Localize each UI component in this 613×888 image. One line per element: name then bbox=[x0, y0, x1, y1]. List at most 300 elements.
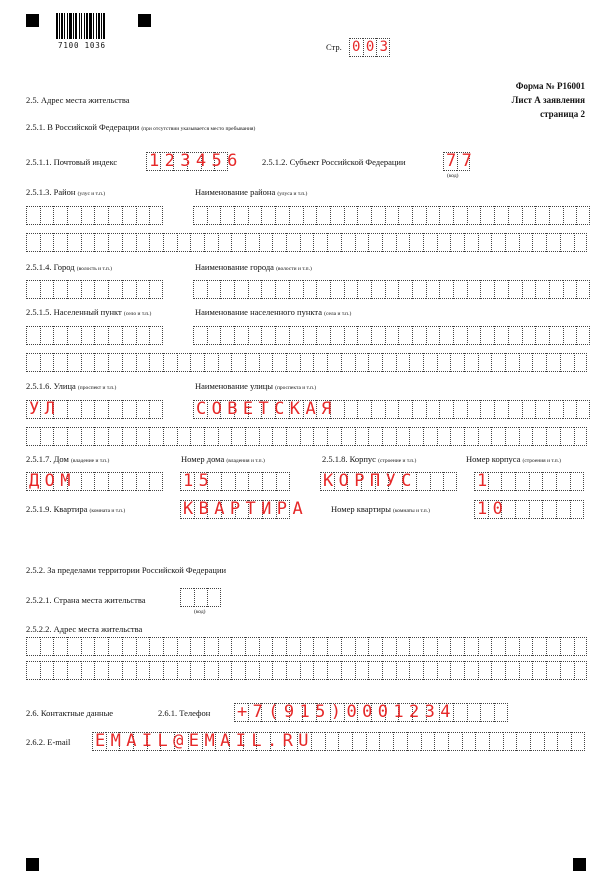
corner-marker-bottom-right bbox=[573, 858, 586, 871]
char-cell bbox=[180, 588, 194, 607]
char-cell bbox=[136, 206, 150, 225]
char-cell bbox=[480, 206, 494, 225]
char-cell bbox=[549, 280, 563, 299]
char-cell bbox=[53, 233, 67, 252]
char-cell bbox=[344, 280, 358, 299]
char-cell bbox=[535, 400, 549, 419]
char-cell bbox=[316, 280, 330, 299]
flat-number-label: Номер квартиры (комнаты и т.п.) bbox=[331, 504, 430, 514]
char-cell bbox=[467, 280, 481, 299]
char-cell bbox=[437, 233, 451, 252]
char-cell bbox=[163, 233, 177, 252]
char-cell bbox=[259, 661, 273, 680]
char-cell bbox=[385, 400, 399, 419]
char-cell bbox=[385, 206, 399, 225]
char-cell bbox=[450, 427, 464, 446]
sheet-page: страница 2 bbox=[540, 109, 585, 119]
char-cell bbox=[53, 661, 67, 680]
char-cell bbox=[245, 233, 259, 252]
house-type-value: ДОМ bbox=[29, 471, 76, 491]
char-cell bbox=[437, 637, 451, 656]
char-cell bbox=[491, 427, 505, 446]
char-cell bbox=[368, 637, 382, 656]
char-cell bbox=[218, 637, 232, 656]
barcode-bar bbox=[89, 13, 92, 39]
abroad-address-cells-row1[interactable] bbox=[26, 637, 587, 656]
flat-label: 2.5.1.9. Квартира (комната и т.п.) bbox=[26, 504, 126, 514]
corner-marker-top-left bbox=[26, 14, 39, 27]
char-cell bbox=[437, 353, 451, 372]
char-cell bbox=[136, 472, 150, 491]
char-cell bbox=[190, 233, 204, 252]
char-cell bbox=[516, 732, 530, 751]
char-cell bbox=[480, 280, 494, 299]
char-cell bbox=[330, 206, 344, 225]
korpus-number-value: 1 bbox=[477, 471, 493, 491]
char-cell bbox=[522, 206, 536, 225]
char-cell bbox=[519, 427, 533, 446]
char-cell bbox=[464, 661, 478, 680]
char-cell bbox=[248, 326, 262, 345]
char-cell bbox=[190, 637, 204, 656]
char-cell bbox=[409, 427, 423, 446]
char-cell bbox=[341, 661, 355, 680]
char-cell bbox=[480, 400, 494, 419]
char-cell bbox=[385, 326, 399, 345]
char-cell bbox=[149, 427, 163, 446]
char-cell bbox=[122, 353, 136, 372]
char-cell bbox=[149, 637, 163, 656]
char-cell bbox=[515, 500, 529, 519]
char-cell bbox=[136, 637, 150, 656]
char-cell bbox=[94, 233, 108, 252]
char-cell bbox=[81, 206, 95, 225]
char-cell bbox=[204, 637, 218, 656]
char-cell bbox=[409, 353, 423, 372]
char-cell bbox=[94, 400, 108, 419]
char-cell bbox=[341, 353, 355, 372]
char-cell bbox=[396, 661, 410, 680]
char-cell bbox=[546, 637, 560, 656]
char-cell bbox=[81, 400, 95, 419]
char-cell bbox=[467, 326, 481, 345]
char-cell bbox=[108, 427, 122, 446]
char-cell bbox=[503, 732, 517, 751]
char-cell bbox=[423, 427, 437, 446]
country-cells[interactable] bbox=[180, 588, 221, 607]
char-cell bbox=[218, 233, 232, 252]
barcode-bar bbox=[101, 13, 102, 39]
char-cell bbox=[122, 661, 136, 680]
char-cell bbox=[532, 353, 546, 372]
char-cell bbox=[532, 427, 546, 446]
char-cell bbox=[67, 400, 81, 419]
char-cell bbox=[67, 353, 81, 372]
char-cell bbox=[193, 326, 207, 345]
char-cell bbox=[327, 637, 341, 656]
char-cell bbox=[303, 326, 317, 345]
barcode-bar bbox=[86, 13, 88, 39]
char-cell bbox=[560, 427, 574, 446]
char-cell bbox=[259, 353, 273, 372]
char-cell bbox=[313, 661, 327, 680]
char-cell bbox=[450, 353, 464, 372]
char-cell bbox=[231, 637, 245, 656]
char-cell bbox=[382, 353, 396, 372]
char-cell bbox=[522, 326, 536, 345]
char-cell bbox=[355, 233, 369, 252]
char-cell bbox=[177, 427, 191, 446]
char-cell bbox=[570, 500, 584, 519]
char-cell bbox=[234, 280, 248, 299]
char-cell bbox=[450, 661, 464, 680]
char-cell bbox=[218, 661, 232, 680]
char-cell bbox=[439, 206, 453, 225]
char-cell bbox=[207, 206, 221, 225]
char-cell bbox=[491, 637, 505, 656]
char-cell bbox=[563, 326, 577, 345]
char-cell bbox=[519, 233, 533, 252]
char-cell bbox=[544, 732, 558, 751]
char-cell bbox=[207, 280, 221, 299]
char-cell bbox=[421, 732, 435, 751]
street-name-cells-row2[interactable] bbox=[26, 427, 587, 446]
char-cell bbox=[286, 661, 300, 680]
char-cell bbox=[259, 637, 273, 656]
char-cell bbox=[494, 703, 508, 722]
char-cell bbox=[94, 472, 108, 491]
char-cell bbox=[576, 326, 590, 345]
char-cell bbox=[40, 326, 54, 345]
char-cell bbox=[276, 472, 290, 491]
char-cell bbox=[426, 206, 440, 225]
char-cell bbox=[149, 280, 163, 299]
char-cell bbox=[505, 353, 519, 372]
section-residence-title: 2.5. Адрес места жительства bbox=[26, 95, 130, 105]
char-cell bbox=[327, 233, 341, 252]
char-cell bbox=[40, 427, 54, 446]
char-cell bbox=[207, 588, 221, 607]
char-cell bbox=[439, 326, 453, 345]
char-cell bbox=[289, 280, 303, 299]
char-cell bbox=[313, 637, 327, 656]
char-cell bbox=[379, 732, 393, 751]
char-cell bbox=[357, 280, 371, 299]
char-cell bbox=[300, 637, 314, 656]
char-cell bbox=[122, 326, 136, 345]
char-cell bbox=[464, 637, 478, 656]
street-type-value: УЛ bbox=[29, 399, 61, 419]
char-cell bbox=[40, 206, 54, 225]
char-cell bbox=[218, 427, 232, 446]
char-cell bbox=[357, 400, 371, 419]
char-cell bbox=[53, 206, 67, 225]
char-cell bbox=[108, 326, 122, 345]
char-cell bbox=[407, 732, 421, 751]
char-cell bbox=[574, 661, 588, 680]
barcode-bar bbox=[98, 13, 100, 39]
char-cell bbox=[519, 353, 533, 372]
char-cell bbox=[475, 732, 489, 751]
char-cell bbox=[231, 353, 245, 372]
char-cell bbox=[122, 233, 136, 252]
char-cell bbox=[453, 206, 467, 225]
korpus-label: 2.5.1.8. Корпус (строение и т.п.) bbox=[322, 454, 417, 464]
char-cell bbox=[26, 206, 40, 225]
char-cell bbox=[576, 206, 590, 225]
char-cell bbox=[371, 326, 385, 345]
char-cell bbox=[437, 427, 451, 446]
char-cell bbox=[67, 661, 81, 680]
char-cell bbox=[261, 280, 275, 299]
char-cell bbox=[426, 280, 440, 299]
char-cell bbox=[491, 233, 505, 252]
abroad-address-cells-row2[interactable] bbox=[26, 661, 587, 680]
char-cell bbox=[398, 206, 412, 225]
char-cell bbox=[300, 661, 314, 680]
page-value: 003 bbox=[352, 39, 394, 55]
char-cell bbox=[398, 400, 412, 419]
corner-marker-bottom-left bbox=[26, 858, 39, 871]
char-cell bbox=[163, 353, 177, 372]
char-cell bbox=[355, 637, 369, 656]
char-cell bbox=[194, 588, 208, 607]
char-cell bbox=[303, 280, 317, 299]
city-name-cells[interactable] bbox=[193, 280, 590, 299]
char-cell bbox=[248, 206, 262, 225]
char-cell bbox=[453, 326, 467, 345]
char-cell bbox=[556, 472, 570, 491]
char-cell bbox=[467, 206, 481, 225]
char-cell bbox=[26, 326, 40, 345]
barcode-bar bbox=[79, 13, 80, 39]
char-cell bbox=[423, 233, 437, 252]
char-cell bbox=[515, 472, 529, 491]
char-cell bbox=[108, 233, 122, 252]
char-cell bbox=[439, 400, 453, 419]
char-cell bbox=[478, 233, 492, 252]
char-cell bbox=[122, 472, 136, 491]
char-cell bbox=[204, 661, 218, 680]
district-name-cells-row2[interactable] bbox=[26, 233, 587, 252]
char-cell bbox=[303, 206, 317, 225]
char-cell bbox=[409, 661, 423, 680]
char-cell bbox=[430, 472, 444, 491]
subject-code-label: (код) bbox=[447, 173, 459, 179]
barcode-bar bbox=[73, 13, 74, 39]
char-cell bbox=[204, 233, 218, 252]
char-cell bbox=[177, 637, 191, 656]
char-cell bbox=[190, 661, 204, 680]
char-cell bbox=[53, 280, 67, 299]
char-cell bbox=[231, 661, 245, 680]
char-cell bbox=[122, 280, 136, 299]
char-cell bbox=[245, 353, 259, 372]
char-cell bbox=[163, 661, 177, 680]
char-cell bbox=[453, 280, 467, 299]
char-cell bbox=[53, 427, 67, 446]
flat-number-value: 10 bbox=[477, 499, 509, 519]
char-cell bbox=[576, 400, 590, 419]
form-number: Форма № Р16001 bbox=[515, 81, 585, 91]
char-cell bbox=[423, 353, 437, 372]
barcode-bar bbox=[93, 13, 94, 39]
char-cell bbox=[546, 353, 560, 372]
district-label: 2.5.1.3. Район (улус и т.п.) bbox=[26, 187, 106, 197]
district-name-cells[interactable] bbox=[193, 206, 590, 225]
char-cell bbox=[300, 353, 314, 372]
char-cell bbox=[136, 353, 150, 372]
barcode-number: 7100 1036 bbox=[58, 41, 106, 50]
barcode-bar bbox=[96, 13, 97, 39]
char-cell bbox=[220, 326, 234, 345]
locality-type-cells[interactable] bbox=[26, 326, 163, 345]
char-cell bbox=[149, 233, 163, 252]
street-label: 2.5.1.6. Улица (проспект и т.п.) bbox=[26, 381, 117, 391]
char-cell bbox=[289, 326, 303, 345]
char-cell bbox=[136, 400, 150, 419]
char-cell bbox=[464, 353, 478, 372]
char-cell bbox=[494, 206, 508, 225]
char-cell bbox=[371, 400, 385, 419]
char-cell bbox=[574, 637, 588, 656]
char-cell bbox=[450, 637, 464, 656]
char-cell bbox=[478, 661, 492, 680]
subject-label: 2.5.1.2. Субъект Российской Федерации bbox=[262, 157, 406, 167]
char-cell bbox=[467, 400, 481, 419]
sheet-title: Лист А заявления bbox=[511, 95, 585, 105]
char-cell bbox=[560, 661, 574, 680]
char-cell bbox=[478, 353, 492, 372]
street-name-label: Наименование улицы (проспекта и т.п.) bbox=[195, 381, 317, 391]
char-cell bbox=[464, 233, 478, 252]
char-cell bbox=[231, 427, 245, 446]
char-cell bbox=[352, 732, 366, 751]
char-cell bbox=[522, 400, 536, 419]
char-cell bbox=[245, 637, 259, 656]
char-cell bbox=[480, 703, 494, 722]
char-cell bbox=[505, 637, 519, 656]
char-cell bbox=[67, 326, 81, 345]
char-cell bbox=[94, 637, 108, 656]
char-cell bbox=[467, 703, 481, 722]
char-cell bbox=[396, 427, 410, 446]
char-cell bbox=[478, 637, 492, 656]
char-cell bbox=[519, 661, 533, 680]
char-cell bbox=[412, 206, 426, 225]
barcode-bar bbox=[81, 13, 82, 39]
char-cell bbox=[549, 206, 563, 225]
district-type-cells[interactable] bbox=[26, 206, 163, 225]
char-cell bbox=[108, 661, 122, 680]
char-cell bbox=[450, 233, 464, 252]
char-cell bbox=[341, 637, 355, 656]
char-cell bbox=[494, 400, 508, 419]
char-cell bbox=[371, 206, 385, 225]
char-cell bbox=[398, 326, 412, 345]
char-cell bbox=[437, 661, 451, 680]
char-cell bbox=[53, 353, 67, 372]
char-cell bbox=[245, 427, 259, 446]
char-cell bbox=[136, 661, 150, 680]
subject-value: 77 bbox=[446, 151, 478, 171]
char-cell bbox=[494, 326, 508, 345]
char-cell bbox=[220, 280, 234, 299]
char-cell bbox=[289, 206, 303, 225]
locality-name-cells[interactable] bbox=[193, 326, 590, 345]
char-cell bbox=[272, 637, 286, 656]
char-cell bbox=[382, 233, 396, 252]
house-number-label: Номер дома (владения и т.п.) bbox=[181, 454, 265, 464]
char-cell bbox=[535, 326, 549, 345]
char-cell bbox=[368, 427, 382, 446]
char-cell bbox=[398, 280, 412, 299]
locality-name-label: Наименование населенного пункта (села и т.п.) bbox=[195, 307, 352, 317]
page-label: Стр. bbox=[326, 42, 342, 52]
char-cell bbox=[480, 326, 494, 345]
char-cell bbox=[546, 427, 560, 446]
char-cell bbox=[574, 353, 588, 372]
char-cell bbox=[94, 661, 108, 680]
barcode-bar bbox=[75, 13, 77, 39]
barcode bbox=[56, 13, 124, 39]
char-cell bbox=[576, 280, 590, 299]
char-cell bbox=[563, 400, 577, 419]
char-cell bbox=[549, 326, 563, 345]
char-cell bbox=[81, 233, 95, 252]
char-cell bbox=[355, 353, 369, 372]
char-cell bbox=[563, 206, 577, 225]
char-cell bbox=[122, 637, 136, 656]
char-cell bbox=[26, 427, 40, 446]
char-cell bbox=[489, 732, 503, 751]
char-cell bbox=[81, 353, 95, 372]
char-cell bbox=[248, 280, 262, 299]
street-name-value: СОВЕТСКАЯ bbox=[196, 399, 337, 419]
char-cell bbox=[108, 206, 122, 225]
city-type-cells[interactable] bbox=[26, 280, 163, 299]
char-cell bbox=[286, 233, 300, 252]
char-cell bbox=[94, 280, 108, 299]
char-cell bbox=[149, 326, 163, 345]
char-cell bbox=[261, 206, 275, 225]
locality-name-cells-row2[interactable] bbox=[26, 353, 587, 372]
country-code-label: (код) bbox=[194, 609, 206, 615]
char-cell bbox=[344, 206, 358, 225]
char-cell bbox=[94, 206, 108, 225]
char-cell bbox=[177, 353, 191, 372]
char-cell bbox=[508, 280, 522, 299]
char-cell bbox=[396, 637, 410, 656]
char-cell bbox=[300, 233, 314, 252]
char-cell bbox=[556, 500, 570, 519]
char-cell bbox=[259, 233, 273, 252]
char-cell bbox=[535, 280, 549, 299]
district-name-label: Наименование района (улуса и т.п.) bbox=[195, 187, 308, 197]
char-cell bbox=[136, 280, 150, 299]
char-cell bbox=[344, 326, 358, 345]
char-cell bbox=[149, 472, 163, 491]
char-cell bbox=[439, 280, 453, 299]
char-cell bbox=[570, 472, 584, 491]
char-cell bbox=[234, 206, 248, 225]
char-cell bbox=[26, 353, 40, 372]
char-cell bbox=[177, 661, 191, 680]
char-cell bbox=[505, 661, 519, 680]
char-cell bbox=[313, 353, 327, 372]
char-cell bbox=[357, 326, 371, 345]
char-cell bbox=[560, 353, 574, 372]
